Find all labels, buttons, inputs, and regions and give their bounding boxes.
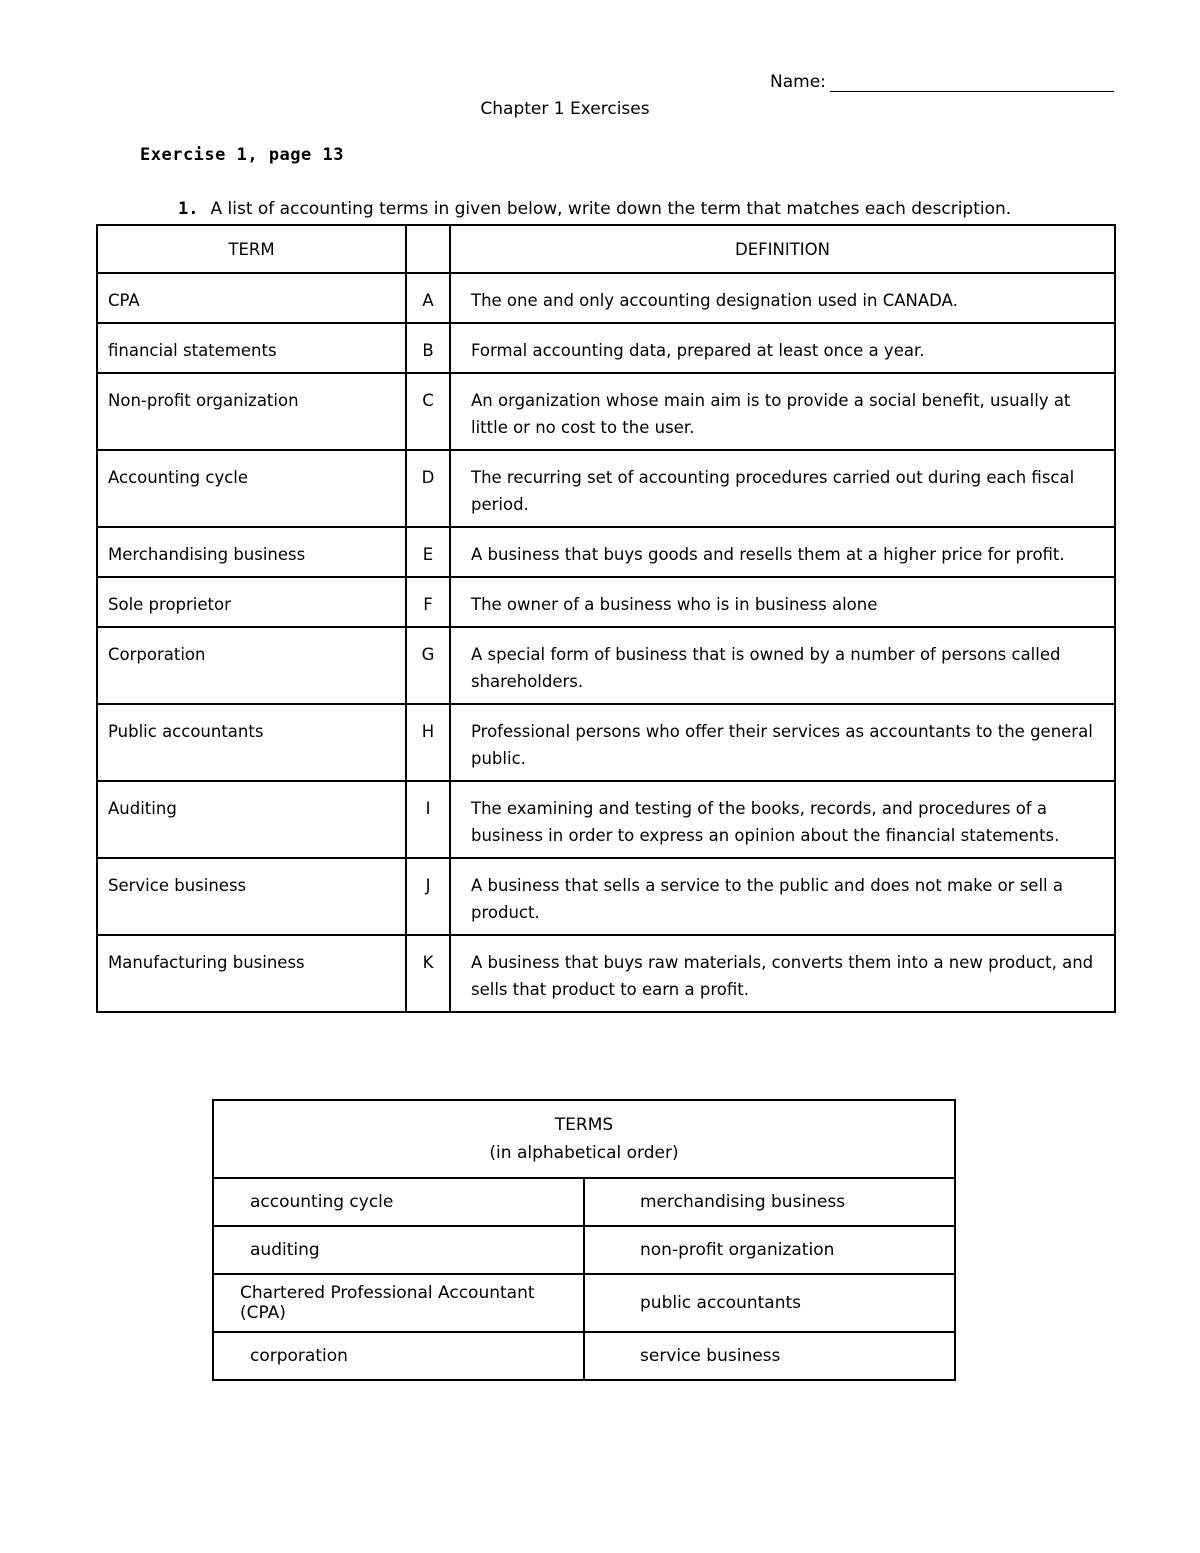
term-cell: CPA: [97, 273, 406, 323]
terms-bank-cell: merchandising business: [584, 1178, 955, 1226]
terms-bank-header: [213, 1100, 955, 1178]
definition-cell: A business that buys raw materials, converts them into a new product, and sells that product to earn a profit.: [450, 935, 1115, 1012]
terms-bank-cell: accounting cycle: [213, 1178, 584, 1226]
terms-bank-table: [212, 1099, 956, 1381]
terms-bank-subtitle: (in alphabetical order): [489, 1143, 679, 1163]
table-row: [97, 781, 1115, 858]
terms-bank-header-row: [213, 1100, 955, 1178]
table-row: [97, 323, 1115, 373]
exercise-heading: Exercise 1, page 13: [140, 145, 344, 165]
name-field: [770, 72, 1114, 92]
table-row: [97, 858, 1115, 935]
definition-column-header: DEFINITION: [450, 225, 1115, 273]
table-row: [97, 935, 1115, 1012]
table-row: [97, 704, 1115, 781]
term-cell: financial statements: [97, 323, 406, 373]
table-row: [97, 273, 1115, 323]
letter-cell: J: [406, 858, 450, 935]
term-cell: Non-profit organization: [97, 373, 406, 450]
definition-cell: An organization whose main aim is to provide a social benefit, usually at little or no cost to the user.: [450, 373, 1115, 450]
term-cell: Auditing: [97, 781, 406, 858]
letter-cell: C: [406, 373, 450, 450]
letter-cell: G: [406, 627, 450, 704]
table-row: [97, 527, 1115, 577]
terms-bank-row: [213, 1332, 955, 1380]
definition-cell: The one and only accounting designation used in CANADA.: [450, 273, 1115, 323]
terms-bank-cell: public accountants: [584, 1274, 955, 1332]
name-label: Name:: [770, 72, 826, 92]
matching-table: [96, 224, 1116, 1013]
terms-bank-cell: service business: [584, 1332, 955, 1380]
letter-cell: D: [406, 450, 450, 527]
term-cell: Merchandising business: [97, 527, 406, 577]
term-cell: Sole proprietor: [97, 577, 406, 627]
letter-column-header: [406, 225, 450, 273]
definition-cell: A business that sells a service to the public and does not make or sell a product.: [450, 858, 1115, 935]
definition-cell: Formal accounting data, prepared at least once a year.: [450, 323, 1115, 373]
definition-cell: A business that buys goods and resells them at a higher price for profit.: [450, 527, 1115, 577]
letter-cell: H: [406, 704, 450, 781]
term-column-header: TERM: [97, 225, 406, 273]
term-cell: Service business: [97, 858, 406, 935]
question-number: 1.: [178, 199, 199, 219]
terms-bank-title: TERMS: [554, 1115, 614, 1135]
table-row: [97, 577, 1115, 627]
instruction: [178, 199, 1011, 219]
table-header-row: [97, 225, 1115, 273]
term-cell: Corporation: [97, 627, 406, 704]
term-cell: Accounting cycle: [97, 450, 406, 527]
table-row: [97, 450, 1115, 527]
terms-bank-row: [213, 1178, 955, 1226]
terms-bank-row: [213, 1274, 955, 1332]
terms-bank-cell: non-profit organization: [584, 1226, 955, 1274]
table-row: [97, 627, 1115, 704]
terms-bank-cell: Chartered Professional Accountant (CPA): [213, 1274, 584, 1332]
letter-cell: A: [406, 273, 450, 323]
letter-cell: B: [406, 323, 450, 373]
terms-bank-row: [213, 1226, 955, 1274]
letter-cell: F: [406, 577, 450, 627]
letter-cell: I: [406, 781, 450, 858]
letter-cell: K: [406, 935, 450, 1012]
term-cell: Manufacturing business: [97, 935, 406, 1012]
letter-cell: E: [406, 527, 450, 577]
definition-cell: A special form of business that is owned by a number of persons called shareholders.: [450, 627, 1115, 704]
term-cell: Public accountants: [97, 704, 406, 781]
definition-cell: The recurring set of accounting procedures carried out during each fiscal period.: [450, 450, 1115, 527]
name-blank-line: [830, 73, 1114, 92]
definition-cell: The owner of a business who is in business alone: [450, 577, 1115, 627]
definition-cell: Professional persons who offer their services as accountants to the general public.: [450, 704, 1115, 781]
definition-cell: The examining and testing of the books, records, and procedures of a business in order to express an opinion about the financial statements.: [450, 781, 1115, 858]
instruction-text: A list of accounting terms in given below, write down the term that matches each description.: [210, 199, 1012, 219]
terms-bank-cell: corporation: [213, 1332, 584, 1380]
chapter-title: Chapter 1 Exercises: [480, 99, 650, 119]
table-row: [97, 373, 1115, 450]
terms-bank-cell: auditing: [213, 1226, 584, 1274]
